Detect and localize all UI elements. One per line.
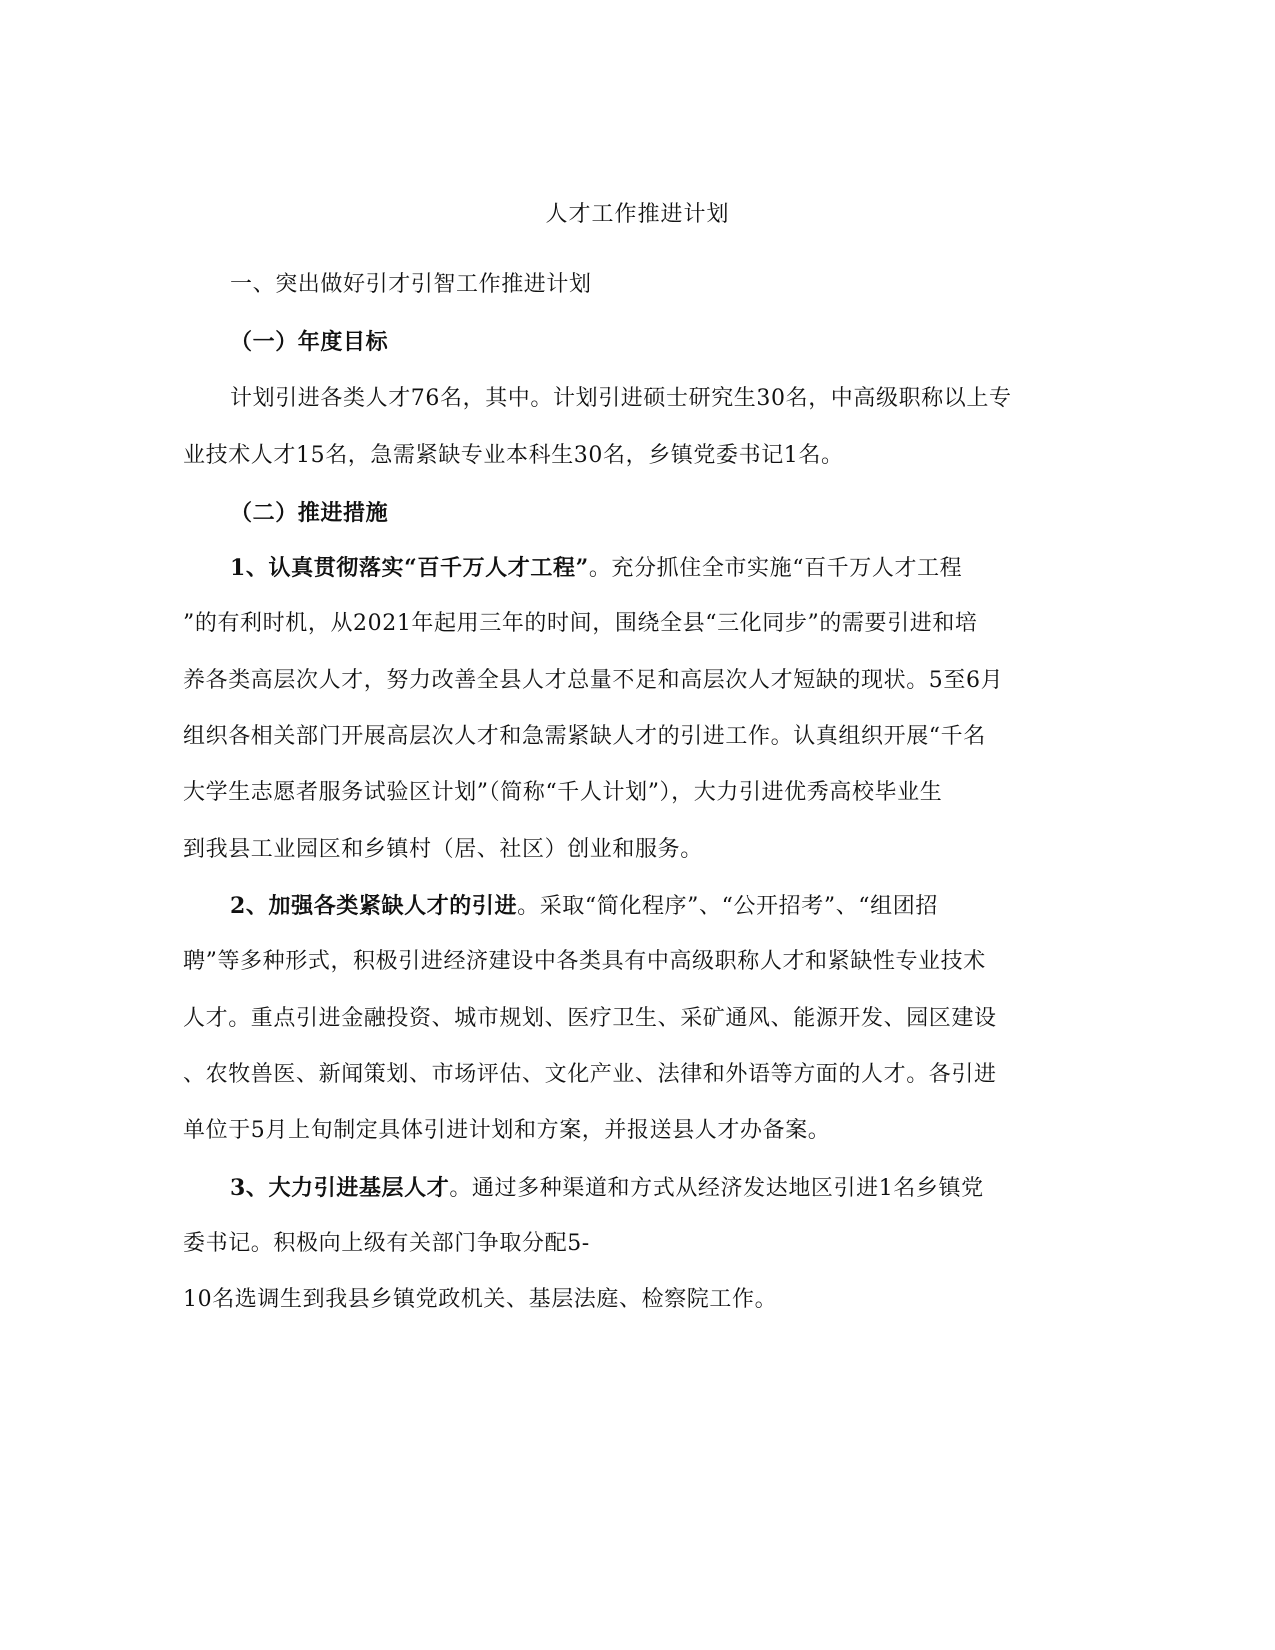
paragraph-line: 单位于5月上旬制定具体引进计划和方案，并报送县人才办备案。 [183,1118,831,1143]
paragraph-line: 计划引进各类人才76名，其中。计划引进硕士研究生30名，中高级职称以上专 [230,386,1012,411]
paragraph-line: 到我县工业园区和乡镇村（居、社区）创业和服务。 [183,837,703,862]
item-3-first-line [230,1173,1130,1204]
item-2-lead: 2、加强各类紧缺人才的引进 [230,893,518,919]
item-1-rest: 。充分抓住全市实施“百千万人才工程 [588,556,963,581]
item-3-lead: 3、大力引进基层人才 [230,1175,450,1201]
paragraph-line: 聘”等多种形式，积极引进经济建设中各类具有中高级职称人才和紧缺性专业技术 [183,949,986,974]
paragraph-line: 10名选调生到我县乡镇党政机关、基层法庭、检察院工作。 [183,1287,778,1312]
paragraph-line: 组织各相关部门开展高层次人才和急需紧缺人才的引进工作。认真组织开展“千名 [183,724,986,749]
paragraph-line: ”的有利时机，从2021年起用三年的时间，围绕全县“三化同步”的需要引进和培 [183,611,978,636]
paragraph-line: 养各类高层次人才，努力改善全县人才总量不足和高层次人才短缺的现状。5至6月 [183,668,1004,693]
paragraph-line: 、农牧兽医、新闻策划、市场评估、文化产业、法律和外语等方面的人才。各引进 [183,1062,997,1087]
paragraph-line: 大学生志愿者服务试验区计划”（简称“千人计划”），大力引进优秀高校毕业生 [183,780,943,805]
section-heading: 一、突出做好引才引智工作推进计划 [230,272,592,297]
item-1-lead: 1、认真贯彻落实“百千万人才工程” [230,555,589,581]
item-3-rest: 。通过多种渠道和方式从经济发达地区引进1名乡镇党 [449,1176,984,1201]
paragraph-line: 委书记。积极向上级有关部门争取分配5- [183,1231,590,1256]
paragraph-line: 人才。重点引进金融投资、城市规划、医疗卫生、采矿通风、能源开发、园区建设 [183,1006,997,1031]
item-2-rest: 。采取“简化程序”、“公开招考”、“组团招 [517,894,938,919]
item-1-first-line [230,553,1130,584]
item-2-first-line [230,891,1130,922]
document-title: 人才工作推进计划 [545,202,730,227]
subsection-heading-measures: （二）推进措施 [230,500,389,526]
subsection-heading-goal: （一）年度目标 [230,329,389,355]
paragraph-line: 业技术人才15名，急需紧缺专业本科生30名，乡镇党委书记1名。 [183,443,844,468]
